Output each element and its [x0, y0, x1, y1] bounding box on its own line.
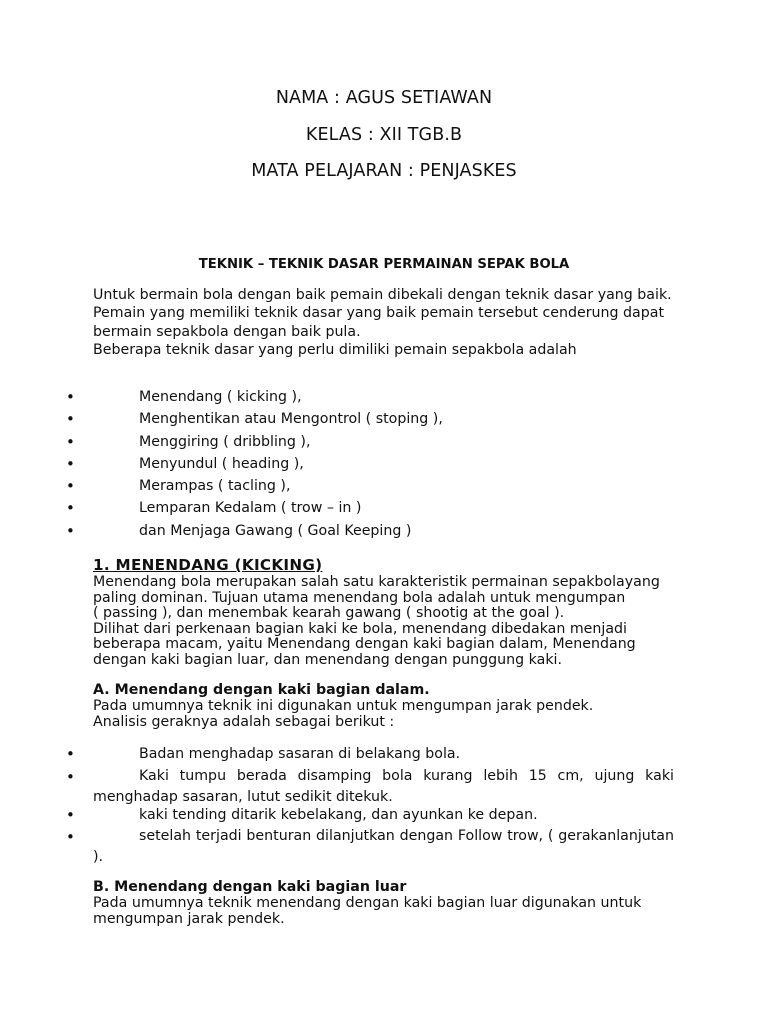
- list-item: Menggiring ( dribbling ),: [139, 434, 311, 450]
- kicking-line: ( passing ), dan menembak kearah gawang ( shootig at the goal ).: [93, 605, 565, 622]
- intro-paragraph: [93, 286, 693, 359]
- outside-foot-line: Pada umumnya teknik menendang dengan kaki bagian luar digunakan untuk: [93, 895, 642, 911]
- inside-foot-intro: [93, 698, 693, 730]
- list-item: dan Menjaga Gawang ( Goal Keeping ): [139, 523, 412, 539]
- bullet-icon: •: [66, 806, 75, 824]
- intro-line: bermain sepakbola dengan baik pula.: [93, 323, 361, 340]
- bullet-icon: •: [66, 499, 75, 517]
- bullet-icon: •: [66, 433, 75, 451]
- student-name: NAMA : AGUS SETIAWAN: [275, 88, 493, 108]
- outside-foot-line: mengumpan jarak pendek.: [93, 911, 285, 927]
- bullet-icon: •: [66, 828, 75, 846]
- bullet-icon: •: [66, 477, 75, 495]
- intro-line: Beberapa teknik dasar yang perlu dimiliki pemain sepakbola adalah: [93, 341, 577, 358]
- kicking-line: Dilihat dari perkenaan bagian kaki ke bola, menendang dibedakan menjadi: [93, 620, 627, 637]
- inside-foot-line: Analisis geraknya adalah sebagai berikut :: [93, 714, 395, 730]
- section-heading-kicking: 1. MENENDANG (KICKING): [93, 556, 323, 574]
- list-item: Menendang ( kicking ),: [139, 389, 302, 405]
- list-item: Merampas ( tacling ),: [139, 478, 291, 494]
- subsection-heading-outside-foot: B. Menendang dengan kaki bagian luar: [93, 879, 407, 895]
- bullet-icon: •: [66, 455, 75, 473]
- document-title: TEKNIK – TEKNIK DASAR PERMAINAN SEPAK BOLA: [198, 257, 570, 272]
- kicking-line: beberapa macam, yaitu Menendang dengan kaki bagian dalam, Menendang: [93, 636, 636, 653]
- subsection-heading-inside-foot: A. Menendang dengan kaki bagian dalam.: [93, 682, 430, 698]
- step-item: Badan menghadap sasaran di belakang bola.: [139, 746, 461, 762]
- inside-foot-line: Pada umumnya teknik ini digunakan untuk mengumpan jarak pendek.: [93, 698, 594, 714]
- student-class: KELAS : XII TGB.B: [305, 125, 463, 145]
- bullet-icon: •: [66, 522, 75, 540]
- bullet-icon: •: [66, 410, 75, 428]
- kicking-paragraph: [93, 575, 693, 669]
- step-item: kaki tending ditarik kebelakang, dan ayunkan ke depan.: [139, 807, 538, 823]
- list-item: Menyundul ( heading ),: [139, 456, 304, 472]
- intro-line: Untuk bermain bola dengan baik pemain dibekali dengan teknik dasar yang baik.: [93, 287, 672, 303]
- subject: MATA PELAJARAN : PENJASKES: [251, 161, 517, 181]
- bullet-icon: •: [66, 388, 75, 406]
- intro-line: Pemain yang memiliki teknik dasar yang baik pemain tersebut cenderung dapat: [93, 305, 665, 322]
- kicking-line: dengan kaki bagian luar, dan menendang dengan punggung kaki.: [93, 651, 563, 668]
- list-item: Menghentikan atau Mengontrol ( stoping ),: [139, 411, 443, 427]
- bullet-icon: •: [66, 768, 75, 786]
- step-item: setelah terjadi benturan dilanjutkan dengan Follow trow, ( gerakanlanjutan ).: [93, 828, 674, 865]
- list-item: Lemparan Kedalam ( trow – in ): [139, 500, 362, 516]
- kicking-line: paling dominan. Tujuan utama menendang bola adalah untuk mengumpan: [93, 589, 626, 606]
- outside-foot-intro: [93, 895, 693, 927]
- step-item: Kaki tumpu berada disamping bola kurang lebih 15 cm, ujung kaki menghadap sasaran, lutut sedikit ditekuk.: [93, 768, 674, 805]
- bullet-icon: •: [66, 745, 75, 763]
- kicking-line: Menendang bola merupakan salah satu karakteristik permainan sepakbolayang: [93, 574, 660, 590]
